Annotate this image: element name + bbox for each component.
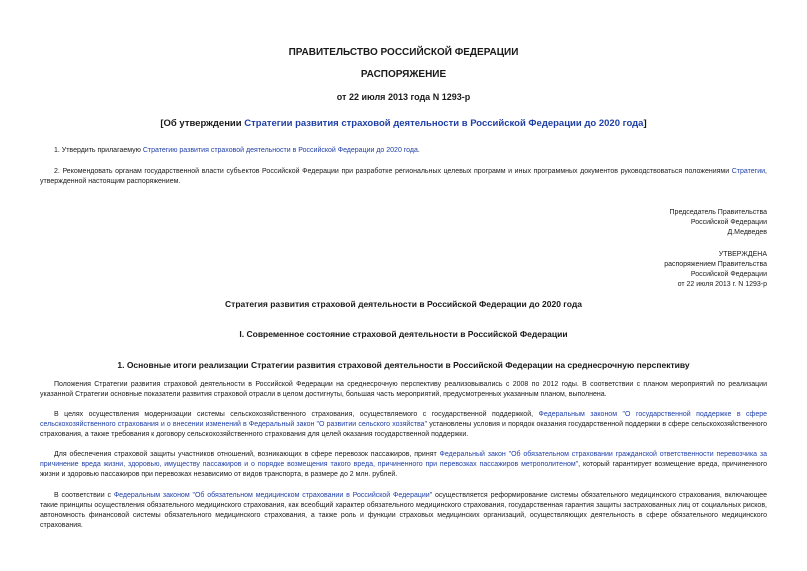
carrier-liability-law-link[interactable]: Федеральный закон "Об обязательном страховании гражданской ответственности перевозчика за причинение вреда жизни, здоровью, имуществу пассажиров и о порядке возмещения такого вреда, причиненного при перевозках пассажиров метрополитеном" — [40, 451, 767, 468]
paragraph-1 — [40, 146, 767, 156]
paragraph-1-end: . — [417, 147, 420, 154]
paragraph-b-end: установлены условия и порядок оказания государственной поддержки в сфере сельскохозяйственного страхования, а также требования к договору сельскохозяйственного страхования для целей оказания государственной поддержки. — [40, 421, 767, 438]
doc-title-prefix: [Об утверждении — [160, 118, 245, 129]
paragraph-d-text: В соответствии с — [54, 492, 114, 499]
paragraph-a: Положения Стратегии развития страховой деятельности в Российской Федерации на среднесрочную перспективу реализовывались с 2008 по 2012 годы. В соответствии с планом мероприятий по реализации указанной Стратегии основные показатели развития страховой отрасли в целом достигнуты, большая часть мероприятий, предусмотренных указанным планом, выполнена. — [40, 381, 767, 398]
paragraph-1-text: 1. Утвердить прилагаемую — [54, 147, 143, 154]
approval-date: от 22 июля 2013 г. N 1293-р — [677, 281, 767, 288]
signature-country: Российской Федерации — [690, 219, 767, 226]
strategy-title: Стратегия развития страховой деятельности в Российской Федерации до 2020 года — [225, 299, 582, 309]
doc-type: РАСПОРЯЖЕНИЕ — [360, 69, 447, 80]
paragraph-c-text: Для обеспечения страховой защиты участников отношений, возникающих в сфере перевозок пассажиров, принят — [54, 451, 440, 458]
paragraph-b — [40, 410, 767, 440]
approval-country: Российской Федерации — [690, 271, 767, 278]
subsection-1-heading: 1. Основные итоги реализации Стратегии развития страховой деятельности в Российской Федерации на среднесрочную перспективу — [117, 360, 690, 370]
strategy-link[interactable]: Стратегию развития страховой деятельности в Российской Федерации до 2020 года — [142, 147, 418, 154]
medical-insurance-law-link[interactable]: Федеральным законом "Об обязательном медицинском страховании в Российской Федерации" — [113, 492, 433, 499]
org-name: ПРАВИТЕЛЬСТВО РОССИЙСКОЙ ФЕДЕРАЦИИ — [288, 47, 519, 58]
signature-block — [670, 208, 767, 238]
paragraph-2-text: 2. Рекомендовать органам государственной власти субъектов Российской Федерации при разработке региональных целевых программ и иных программных документов руководствоваться положениями — [54, 168, 732, 175]
section-1-heading: I. Современное состояние страховой деятельности в Российской Федерации — [239, 329, 568, 339]
signature-position: Председатель Правительства — [669, 209, 767, 216]
agri-insurance-law-link[interactable]: Федеральным законом "О государственной поддержке в сфере сельскохозяйственного страхования и о внесении изменений в Федеральный закон "О развитии сельского хозяйства" — [40, 411, 767, 428]
signature-name: Д.Медведев — [727, 229, 767, 236]
approval-block — [664, 250, 767, 290]
approval-by: распоряжением Правительства — [664, 261, 767, 268]
doc-title — [0, 118, 807, 129]
paragraph-d-end: осуществляется реформирование системы обязательного медицинского страхования, включающее такие принципы осуществления обязательного медицинского страхования, как всеобщий характер обязательного медицинского страхования, государственная гарантия защиты застрахованных лиц от социальных рисков, автономность финансовой системы обязательного медицинского страхования, а также роль и функции страховых медицинских организаций, осуществляющих деятельность в сфере обязательного медицинского страхования. — [40, 492, 767, 529]
paragraph-c-end: , который гарантирует возмещение вреда, причиненного жизни и здоровью пассажиров при перевозках независимо от видов транспорта, в размере до 2 млн. рублей. — [40, 461, 767, 478]
doc-date-number: от 22 июля 2013 года N 1293-р — [336, 92, 471, 102]
doc-title-suffix: ] — [643, 118, 647, 129]
strategy-short-link[interactable]: Стратегии — [731, 168, 766, 175]
paragraph-2-end: , утвержденной настоящим распоряжением. — [40, 168, 767, 185]
doc-title-link[interactable]: Стратегии развития страховой деятельности в Российской Федерации до 2020 года — [244, 118, 644, 129]
paragraph-d — [40, 491, 767, 531]
paragraph-2 — [40, 167, 767, 187]
paragraph-c — [40, 450, 767, 480]
approval-heading: УТВЕРЖДЕНА — [718, 251, 767, 258]
paragraph-b-text: В целях осуществления модернизации системы сельскохозяйственного страхования, осуществляемого с государственной поддержкой, — [54, 411, 539, 418]
